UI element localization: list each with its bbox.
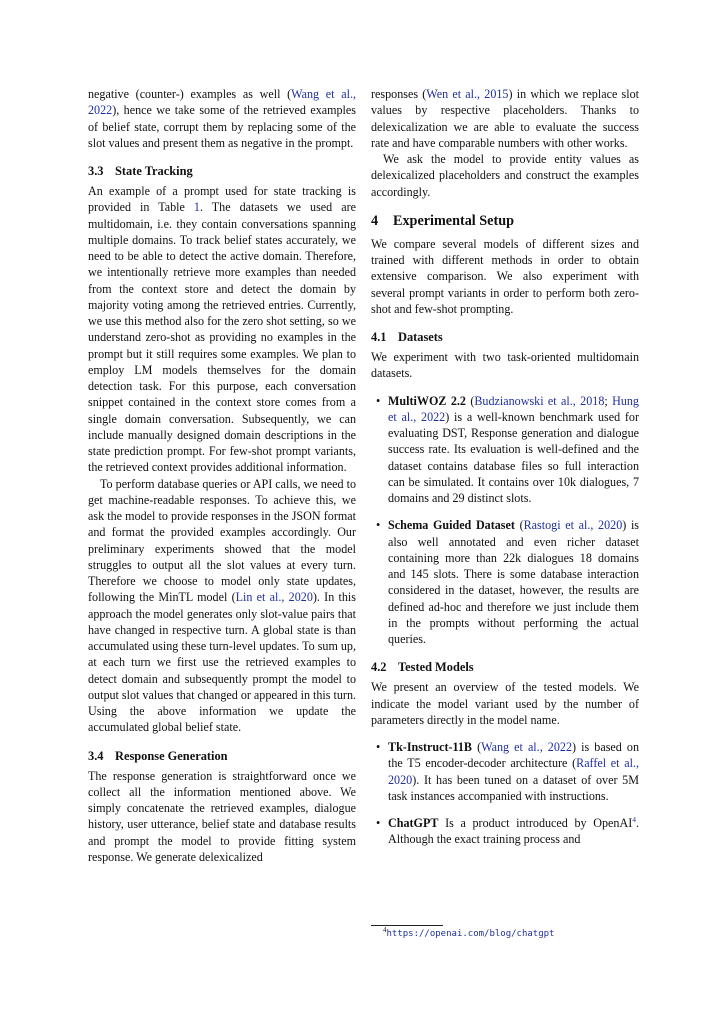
text: ( <box>472 740 482 754</box>
text: ; <box>604 393 613 408</box>
footnote <box>383 926 555 939</box>
text: ( <box>514 518 524 533</box>
bullet-icon: • <box>376 740 381 754</box>
text: ). In this approach the model generates only slot-value pairs that have changed in respective turn. A global state is than accumulated using these turn-level updates. To sum up, at each turn we first use the retrieved examples to detect domain and subsequently prompt the model to output slot values that changed or appeared in this turn. Using the above information we update the accumulated global belief state. <box>88 590 357 735</box>
section-heading-state-tracking <box>88 163 356 179</box>
paragraph-experimental-setup: We compare several models of different sizes and trained with different methods in order to obtain extensive comparison. We also experiment with several prompt variants in order to perform both zero-shot and few-shot prompting. <box>371 236 639 316</box>
paragraph-delexicalized <box>371 86 639 151</box>
paragraph-response-generation: The response generation is straightforward once we collect all the information mentioned above. We simply concatenate the retrieved examples, dialogue history, user utterance, belief state and database results and prompt the model to provide fitting system response. We generate delexicalized <box>88 768 356 864</box>
text: ( <box>465 393 475 408</box>
text: ) is based on the T5 encoder-decoder architecture ( <box>388 740 639 771</box>
footnote-divider <box>371 925 443 926</box>
citation-link[interactable]: Wang et al., 2022 <box>481 740 572 754</box>
section-heading-tested-models <box>371 659 639 675</box>
paragraph-entity-values: We ask the model to provide entity values as delexicalized placeholders and construct the examples accordingly. <box>371 152 639 199</box>
model-name: ChatGPT <box>388 816 439 830</box>
section-title: Experimental Setup <box>393 212 514 229</box>
dataset-name: MultiWOZ 2.2 <box>388 393 466 408</box>
text: ). It has been tuned on a dataset of over 5M task instances accompanied with instructions. <box>388 772 639 803</box>
text: ) in which we replace slot values by respective placeholders. Thanks to delexicalization we are able to evaluate the success rate and have comparable numbers with other works. <box>371 87 640 150</box>
section-heading-response-generation <box>88 748 356 764</box>
bullet-icon: • <box>376 393 381 408</box>
text: negative (counter-) examples as well ( <box>88 87 292 101</box>
list-item-tk-instruct <box>371 739 639 804</box>
bullet-icon: • <box>376 518 381 533</box>
bullet-icon: • <box>376 816 381 830</box>
text: An example of a prompt used for state tracking is provided in Table <box>88 184 356 215</box>
text: ) is a well-known benchmark used for evaluating DST, Response generation and dialogue success rate. Its evaluation is well-defined and the dataset contains database files so full interaction can be simulated. It contains over 10k dialogues, 7 domains and 29 distinct slots. <box>388 409 639 505</box>
paragraph-machine-readable <box>88 476 356 736</box>
section-number: 3.4 <box>88 748 104 763</box>
text: ), hence we take some of the retrieved examples of belief state, corrupt them by replacing some of the slot values and present them as negative in the prompt. <box>88 103 356 150</box>
text: To perform database queries or API calls, we need to get machine-readable responses. To achieve this, we ask the model to provide responses in the JSON format and format the provided examples accordingly. Our preliminary experiments showed that the model struggles to output all the slot values at every turn. Therefore we choose to model only state updates, following the MinTL model ( <box>88 476 356 605</box>
citation-link[interactable]: Budzianowski et al., 2018 <box>474 393 605 408</box>
left-column <box>88 86 356 865</box>
citation-link[interactable]: Hung et al., 2022 <box>388 393 639 424</box>
text: ) is also well annotated and even richer dataset containing more than 22k dialogues 18 domains and 145 slots. There is some database interaction considered in the dataset, however, the results are defined ad-hoc and therefore we just include them in the prompts without performing the actual queries. <box>388 518 640 646</box>
list-item-schema-guided <box>371 517 639 647</box>
footnote-url-link[interactable]: https://openai.com/blog/chatgpt <box>386 929 555 939</box>
paragraph-datasets-intro: We experiment with two task-oriented multidomain datasets. <box>371 350 639 381</box>
section-title: Datasets <box>398 330 443 344</box>
text: Is a product introduced by OpenAI <box>438 816 633 830</box>
section-heading-experimental-setup <box>371 212 639 230</box>
section-heading-datasets <box>371 329 639 345</box>
section-number: 4.1 <box>371 330 387 344</box>
section-title: State Tracking <box>115 164 193 178</box>
citation-link[interactable]: Raffel et al., 2020 <box>388 756 639 787</box>
section-title: Tested Models <box>398 660 474 675</box>
text: responses ( <box>371 87 427 101</box>
section-number: 3.3 <box>88 164 104 178</box>
list-item-chatgpt <box>371 815 639 848</box>
footnote-marker-link[interactable]: 4 <box>632 815 636 824</box>
dataset-name: Schema Guided Dataset <box>388 518 515 533</box>
right-column <box>371 86 639 848</box>
text: . Although the exact training process and <box>388 816 639 847</box>
citation-link[interactable]: Wang et al., 2022 <box>88 87 356 118</box>
text: . The datasets we used are multidomain, i.e. they contain conversations spanning multiple domains. To track belief states accurately, we need to be able to detect the active domain. Therefore, we intentionally retrieve more examples than needed from the context store and detect the domain by majority voting among the retrieved entries. Currently, we use this method also for the zero shot setting, so we understand zero-shot as providing no examples in the prompt but it still requires some examples. We plan to employ LM models themselves for the domain detection task. For this purpose, each conversation snippet contained in the context store comes from a single domain conversation. Subsequently, we can include manually designed domain descriptions in the state prediction prompt. For few-shot prompt variants, the retrieved context provides additional information. <box>88 200 356 475</box>
citation-link[interactable]: Wen et al., 2015 <box>426 87 509 101</box>
section-number: 4 <box>371 212 379 229</box>
paragraph-tested-models: We present an overview of the tested models. We indicate the model variant used by the number of parameters directly in the model name. <box>371 680 639 727</box>
models-list <box>371 739 639 848</box>
paragraph-state-tracking <box>88 183 356 476</box>
section-title: Response Generation <box>115 748 228 763</box>
section-number: 4.2 <box>371 660 387 675</box>
table-reference-link[interactable]: 1 <box>193 200 200 215</box>
footnote-mark: 4 <box>383 926 387 934</box>
datasets-list <box>371 393 639 648</box>
list-item-multiwoz <box>371 393 639 507</box>
paragraph-negative-examples <box>88 86 356 151</box>
citation-link[interactable]: Rastogi et al., 2020 <box>523 518 623 533</box>
model-name: Tk-Instruct-11B <box>388 740 472 754</box>
citation-link[interactable]: Lin et al., 2020 <box>235 590 313 605</box>
